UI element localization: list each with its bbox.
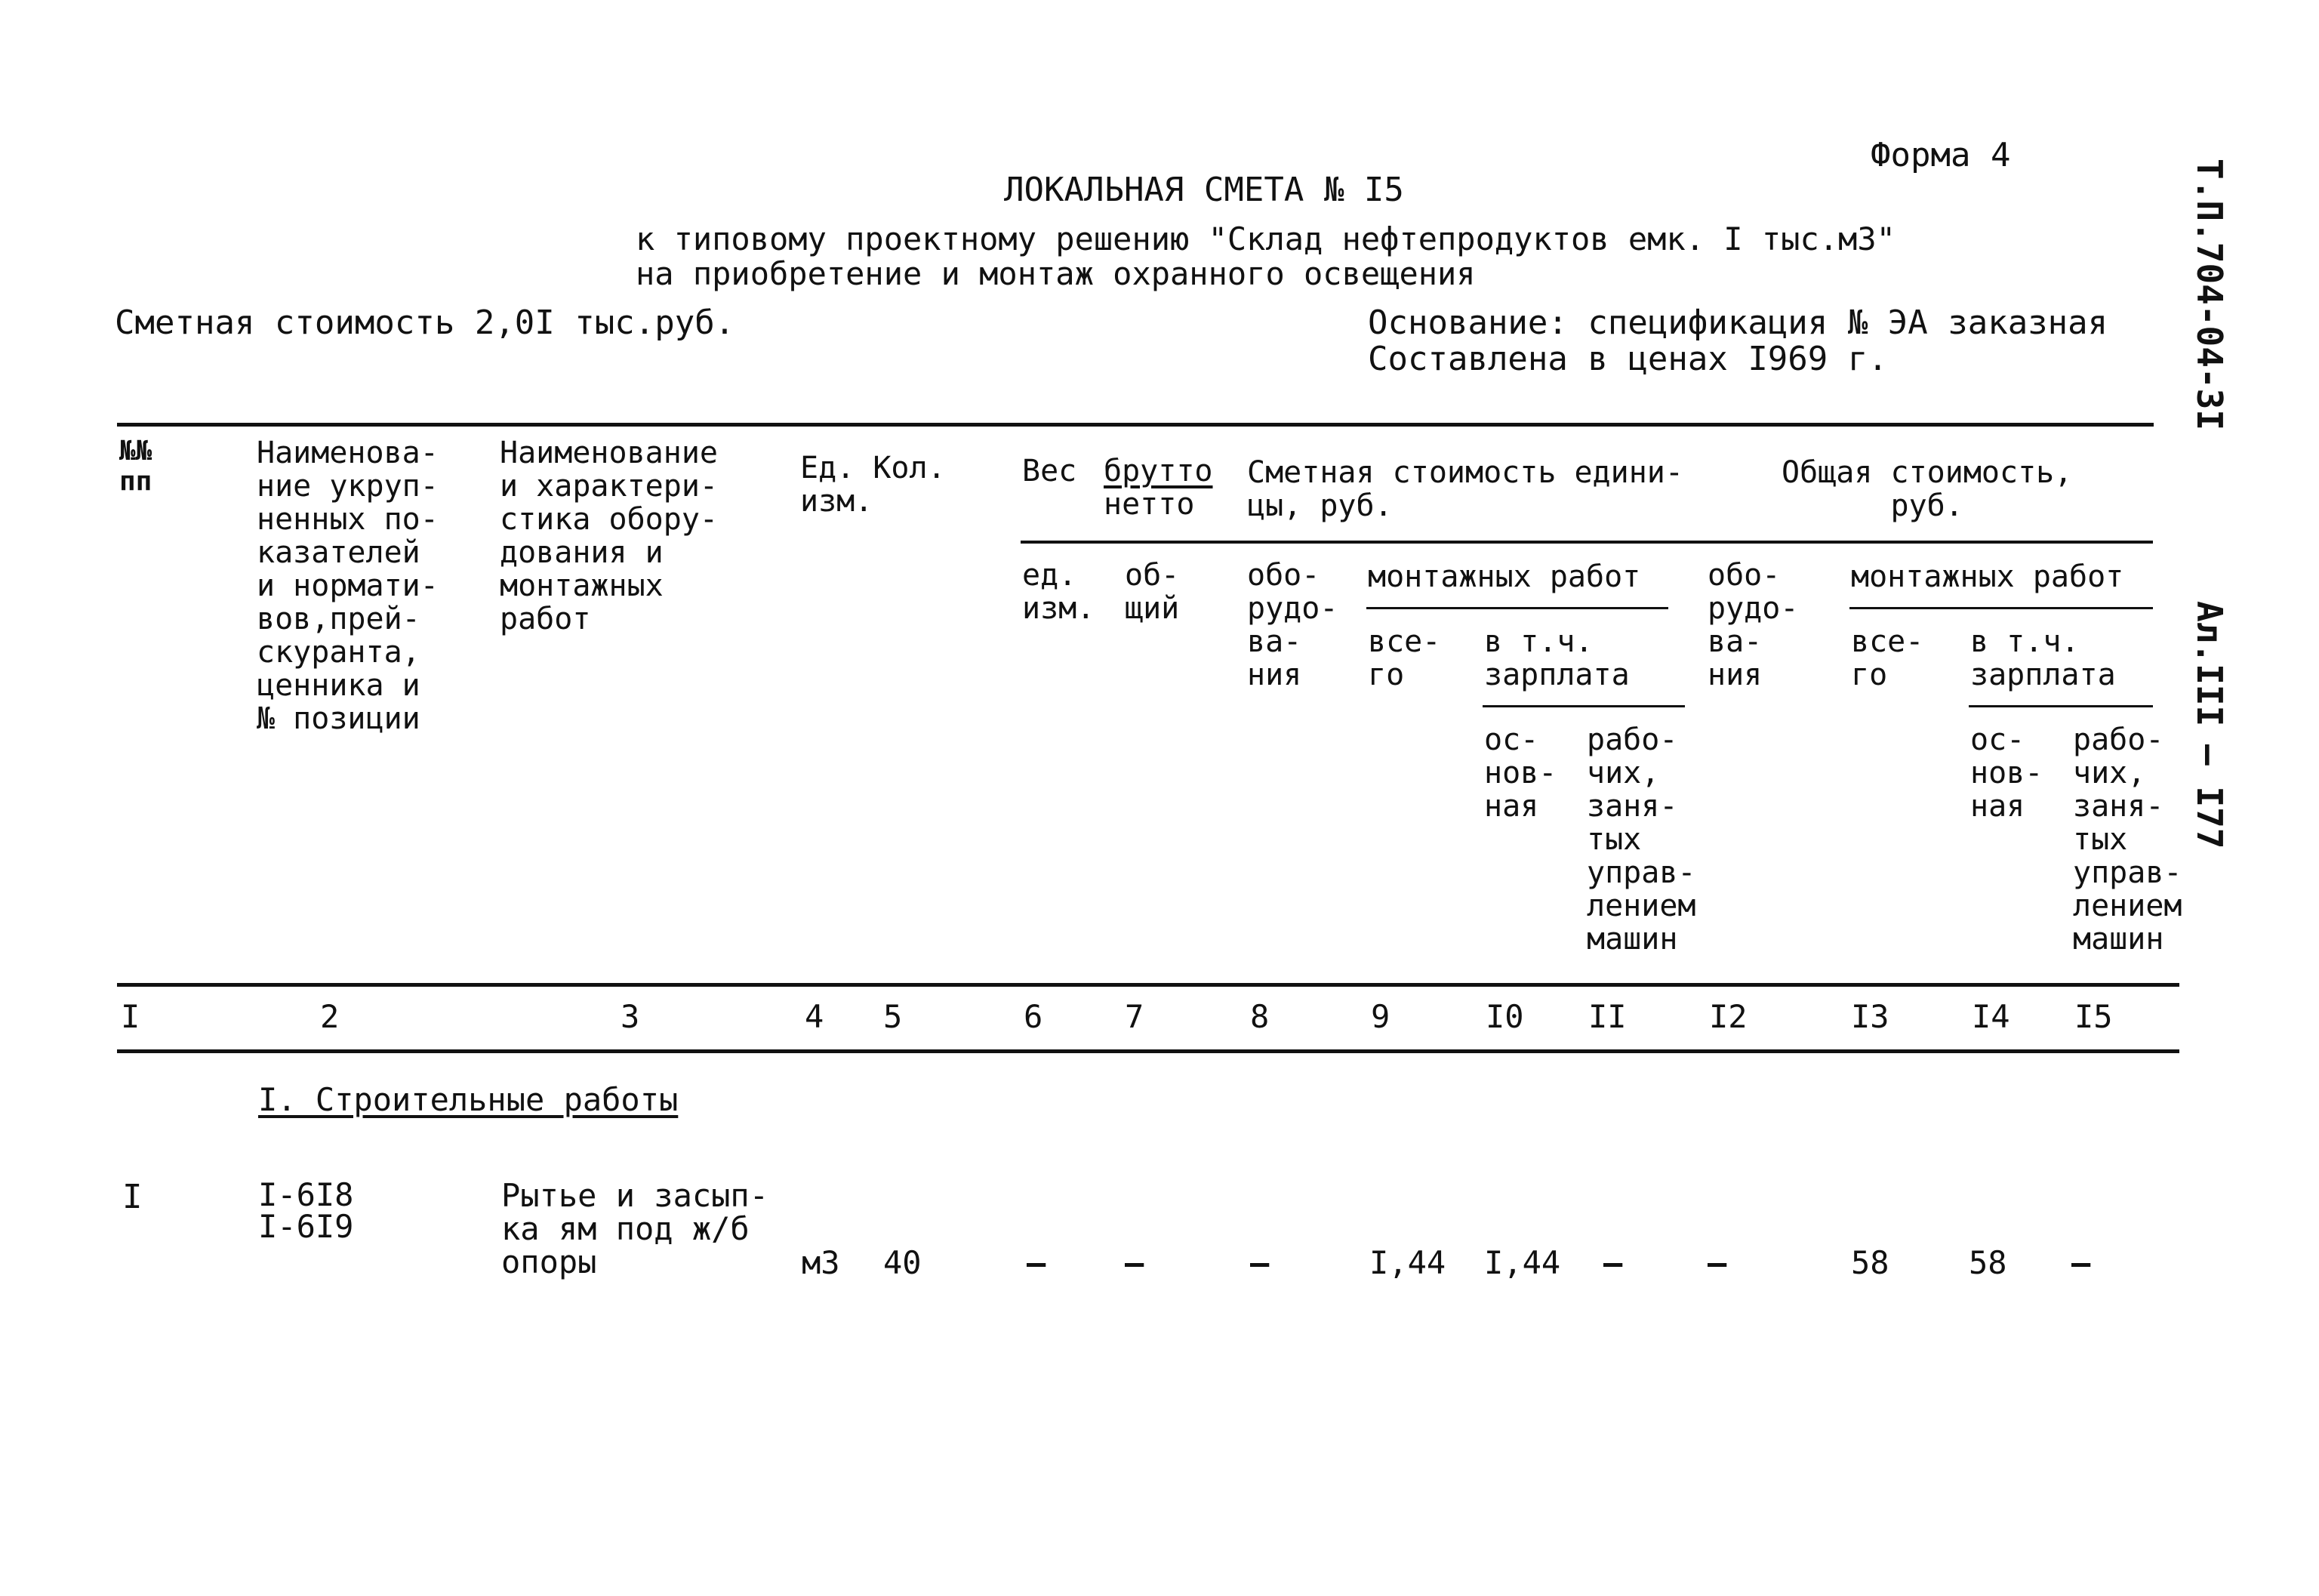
header-weight: Вес — [1022, 454, 1077, 488]
row-work-name: Рытье и засып- ка ям под ж/б опоры — [501, 1177, 769, 1280]
header-total-install-works: монтажных работ — [1851, 559, 2124, 594]
column-number-11: II — [1588, 998, 1627, 1035]
column-number-2: 2 — [320, 998, 340, 1035]
document-title: ЛОКАЛЬНАЯ СМЕТА № I5 — [1004, 171, 1404, 209]
row-unit-equipment: – — [1250, 1244, 1270, 1281]
column-number-6: 6 — [1024, 998, 1043, 1035]
rule-install-works-unit — [1366, 607, 1668, 609]
header-weight-per-unit: ед. изм. — [1022, 558, 1095, 626]
header-unit-quantity: Ед. Кол. изм. — [800, 451, 946, 519]
column-number-4: 4 — [805, 998, 824, 1035]
column-number-7: 7 — [1125, 998, 1144, 1035]
row-total-wage-basic: 58 — [1969, 1244, 2007, 1281]
rule-header-bottom — [117, 983, 2179, 987]
header-unit-install-all: все- го — [1368, 624, 1441, 692]
row-total-install-all: 58 — [1851, 1244, 1889, 1281]
column-number-5: 5 — [883, 998, 903, 1035]
header-weight-gross: брутто — [1104, 454, 1213, 488]
row-total-wage-machine: – — [2071, 1244, 2091, 1281]
column-number-12: I2 — [1709, 998, 1748, 1035]
rule-wages-total — [1969, 705, 2153, 707]
album-number: Ал.III — [2189, 601, 2230, 727]
column-number-3: 3 — [621, 998, 640, 1035]
header-weight-total: об- щий — [1125, 558, 1180, 626]
rule-wages-unit — [1483, 705, 1685, 707]
header-total-incl-wages: в т.ч. зарплата — [1970, 624, 2116, 692]
column-number-1: I — [121, 998, 140, 1035]
header-total-wage-machine-workers: рабо- чих, заня- тых управ- лением машин — [2073, 723, 2182, 957]
row-number: I — [122, 1178, 143, 1216]
document-code: Т.П.704-04-3I — [2189, 159, 2230, 431]
header-total-cost: Общая стоимость, руб. — [1782, 455, 2073, 523]
row-unit: м3 — [802, 1244, 840, 1281]
rule-weight-subheader — [1021, 541, 2153, 544]
row-total-equipment: – — [1708, 1244, 1727, 1281]
row-unit-wage-basic: I,44 — [1484, 1244, 1561, 1281]
header-weight-net: нетто — [1104, 487, 1195, 522]
header-unit-wage-basic: ос- нов- ная — [1484, 723, 1557, 824]
column-number-15: I5 — [2074, 998, 2113, 1035]
header-unit-wage-machine-workers: рабо- чих, заня- тых управ- лением машин — [1587, 723, 1696, 957]
header-unit-incl-wages: в т.ч. зарплата — [1484, 624, 1630, 692]
row-quantity: 40 — [883, 1244, 922, 1281]
header-total-install-all: все- го — [1851, 624, 1924, 692]
column-number-8: 8 — [1250, 998, 1270, 1035]
basis-line-1: Основание: спецификация № ЭА заказная — [1368, 303, 2108, 342]
row-unit-wage-machine: – — [1603, 1244, 1623, 1281]
header-total-equipment: обо- рудо- ва- ния — [1708, 558, 1799, 692]
subtitle-line-1: к типовому проектному решению "Склад нефтепродуктов емк. I тыс.м3" — [636, 220, 1896, 257]
header-row-number: №№ пп — [119, 436, 152, 497]
basis-line-2: Составлена в ценах I969 г. — [1368, 340, 1888, 378]
column-number-14: I4 — [1972, 998, 2010, 1035]
rule-col-numbers-bottom — [117, 1049, 2179, 1053]
column-number-10: I0 — [1486, 998, 1524, 1035]
row-norm-code: I-6I8 I-6I9 — [258, 1176, 354, 1245]
row-weight-unit: – — [1027, 1244, 1046, 1281]
section-title: I. Строительные работы — [258, 1081, 679, 1118]
page-number: — I77 — [2189, 744, 2230, 849]
form-label: Форма 4 — [1871, 136, 2011, 174]
header-norms-and-pricelist: Наименова- ние укруп- ненных по- казателей и нормати- вов,прей- скуранта, ценника и № позиции — [257, 436, 439, 736]
header-equipment-description: Наименование и характери- стика обору- дования и монтажных работ — [500, 436, 718, 636]
row-weight-total: – — [1125, 1244, 1144, 1281]
estimated-cost: Сметная стоимость 2,0I тыс.руб. — [115, 303, 735, 342]
header-total-wage-basic: ос- нов- ная — [1970, 723, 2043, 824]
rule-install-works-total — [1849, 607, 2153, 609]
subtitle-line-2: на приобретение и монтаж охранного освещения — [636, 255, 1476, 292]
header-unit-install-works: монтажных работ — [1368, 559, 1641, 594]
header-unit-cost: Сметная стоимость едини- цы, руб. — [1247, 455, 1683, 523]
column-number-13: I3 — [1851, 998, 1889, 1035]
column-number-9: 9 — [1371, 998, 1390, 1035]
row-unit-install-all: I,44 — [1369, 1244, 1446, 1281]
table-top-rule — [117, 423, 2154, 427]
header-unit-equipment: обо- рудо- ва- ния — [1247, 558, 1338, 692]
